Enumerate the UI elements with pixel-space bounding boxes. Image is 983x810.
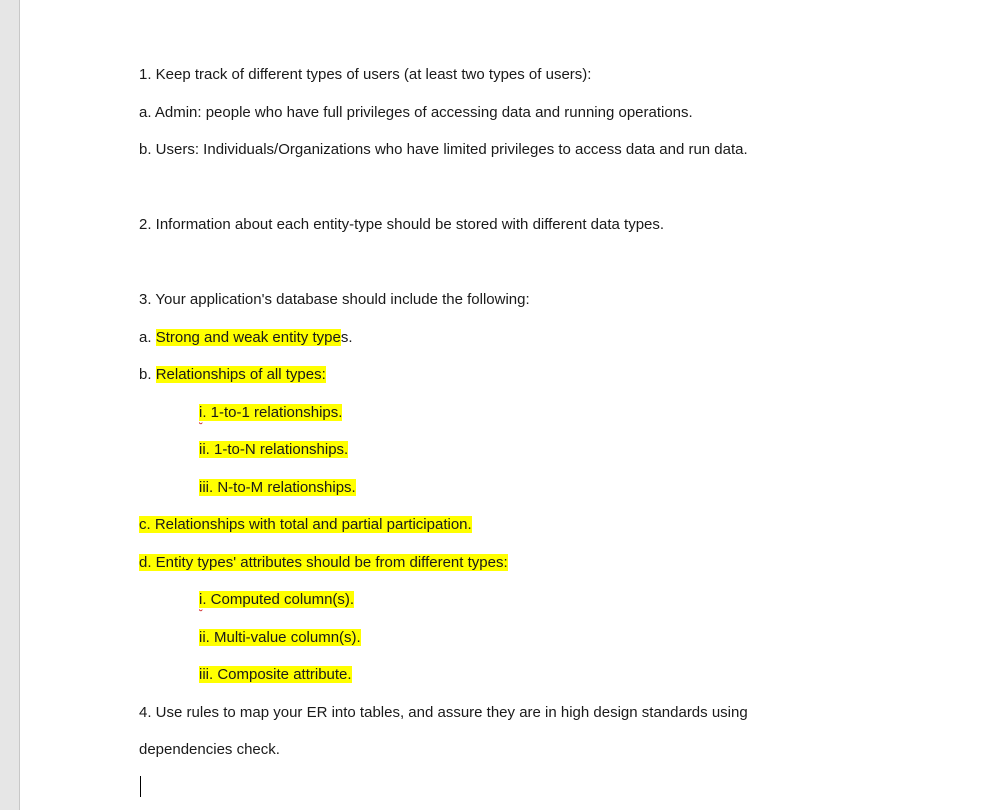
item-3b-i-highlight: [199, 404, 342, 421]
item-3a-highlight: Strong and weak entity type: [155, 329, 341, 346]
item-1: [139, 64, 591, 86]
item-3c: [139, 514, 472, 536]
item-3b-ii: [199, 439, 348, 461]
spellcheck-mark[interactable]: i: [199, 404, 203, 421]
item-3b-iii-text: iii. N-to-M relationships.: [199, 479, 356, 496]
item-1-text: 1. Keep track of different types of users (at least two types of users):: [139, 66, 592, 83]
item-4-cont-text: dependencies check.: [139, 741, 280, 758]
item-1a-text: a. Admin: people who have full privileges of accessing data and running operations.: [139, 104, 693, 121]
item-3: [139, 289, 530, 311]
item-3d-iii-text: iii. Composite attribute.: [199, 666, 352, 683]
item-3d-i: [199, 589, 354, 611]
item-2: [139, 214, 664, 236]
item-4-text: 4. Use rules to map your ER into tables, and assure they are in high design standards using: [139, 704, 748, 721]
item-3d-iii: [199, 664, 352, 686]
item-3a-prefix: a.: [139, 329, 156, 346]
item-3b-i: [199, 402, 342, 424]
item-1a: [139, 102, 693, 124]
item-3-text: 3. Your application's database should include the following:: [139, 291, 530, 308]
item-1b: [139, 139, 748, 161]
item-3b-highlight: Relationships of all types:: [155, 366, 326, 383]
item-3d-i-text: . Computed column(s).: [202, 591, 355, 608]
item-3b-iii: [199, 477, 356, 499]
item-3a-rest: s.: [340, 329, 353, 346]
item-3b: [139, 364, 326, 386]
item-3c-text: c. Relationships with total and partial participation.: [139, 516, 472, 533]
item-4: [139, 702, 748, 724]
item-3d-ii: [199, 627, 361, 649]
item-3d-i-highlight: [199, 591, 354, 608]
left-gutter: [0, 0, 20, 810]
item-3b-ii-text: ii. 1-to-N relationships.: [199, 441, 349, 458]
text-cursor[interactable]: [140, 776, 141, 797]
item-3d-ii-text: ii. Multi-value column(s).: [199, 629, 361, 646]
item-3d-text: d. Entity types' attributes should be from different types:: [139, 554, 508, 571]
item-1b-text: b. Users: Individuals/Organizations who have limited privileges to access data and run data.: [139, 141, 748, 158]
spellcheck-mark[interactable]: i: [199, 591, 203, 608]
item-3a: [139, 327, 352, 349]
item-2-text: 2. Information about each entity-type should be stored with different data types.: [139, 216, 665, 233]
item-3d: [139, 552, 508, 574]
item-3b-prefix: b.: [139, 366, 156, 383]
item-4-continued: [139, 739, 280, 761]
item-3b-i-text: . 1-to-1 relationships.: [202, 404, 343, 421]
document-page[interactable]: [20, 0, 983, 810]
